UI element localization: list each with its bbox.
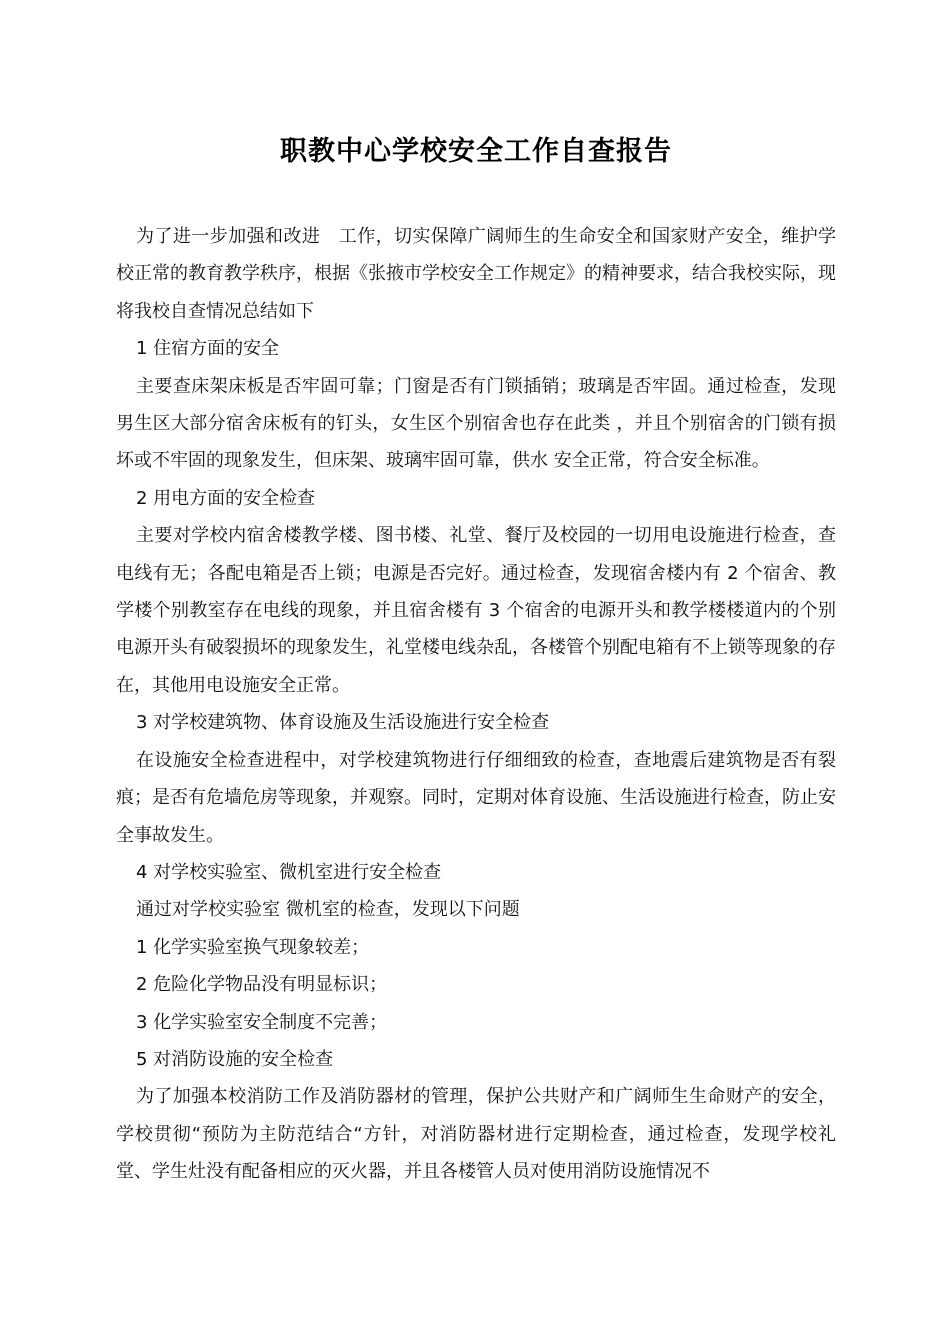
section-heading-3: 3 对学校建筑物、体育设施及生活设施进行安全检查 (136, 712, 550, 734)
list-item-lab-1: 1 化学实验室换气现象较差； (136, 936, 370, 958)
document-body (116, 218, 836, 1191)
list-item-lab-3: 3 化学实验室安全制度不完善； (136, 1011, 388, 1033)
paragraph-buildings: 在设施安全检查进程中，对学校建筑物进行仔细细致的检查，查地震后建筑物是否有裂痕；是否有危墙危房等现象，并观察。同时，定期对体育设施、生活设施进行检查，防止安全事故发生。 (116, 749, 836, 846)
paragraph-labs-intro: 通过对学校实验室 微机室的检查，发现以下问题 (136, 899, 520, 921)
document-title: 职教中心学校安全工作自查报告 (280, 136, 672, 167)
section-heading-5: 5 对消防设施的安全检查 (136, 1048, 334, 1070)
section-heading-1: 1 住宿方面的安全 (136, 338, 280, 360)
list-item-lab-2: 2 危险化学物品没有明显标识； (136, 974, 388, 996)
paragraph-dormitory: 主要查床架床板是否牢固可靠；门窗是否有门锁插销；玻璃是否牢固。通过检查，发现男生区大部分宿舍床板有的钉头，女生区个别宿舍也存在此类 ，并且个别宿舍的门锁有损坏或不牢固的现象发生，但床架、玻璃牢固可靠，供水 安全正常，符合安全标准。 (116, 375, 836, 472)
section-heading-2: 2 用电方面的安全检查 (136, 487, 316, 509)
paragraph-intro: 为了进一步加强和改进 工作，切实保障广阔师生的生命安全和国家财产安全，维护学校正常的教育教学秩序，根据《张掖市学校安全工作规定》的精神要求，结合我校实际，现将我校自查情况总结如下 (116, 226, 836, 322)
section-heading-4: 4 对学校实验室、微机室进行安全检查 (136, 861, 442, 883)
paragraph-fire-safety: 为了加强本校消防工作及消防器材的管理，保护公共财产和广阔师生生命财产的安全，学校贯彻“预防为主防范结合“方针，对消防器材进行定期检查，通过检查，发现学校礼堂、学生灶没有配备相应的灭火器，并且各楼管人员对使用消防设施情况不 (116, 1086, 836, 1183)
paragraph-electricity: 主要对学校内宿舍楼教学楼、图书楼、礼堂、餐厅及校园的一切用电设施进行检查，查电线有无；各配电箱是否上锁；电源是否完好。通过检查，发现宿舍楼内有 2 个宿舍、教学楼个别教室存在电线的现象，并且宿舍楼有 3 个宿舍的电源开头和教学楼楼道内的个别电源开头有破裂损坏的现象发生，礼堂楼电线杂乱，各楼管个别配电箱有不上锁等现象的存在，其他用电设施安全正常。 (116, 525, 836, 696)
